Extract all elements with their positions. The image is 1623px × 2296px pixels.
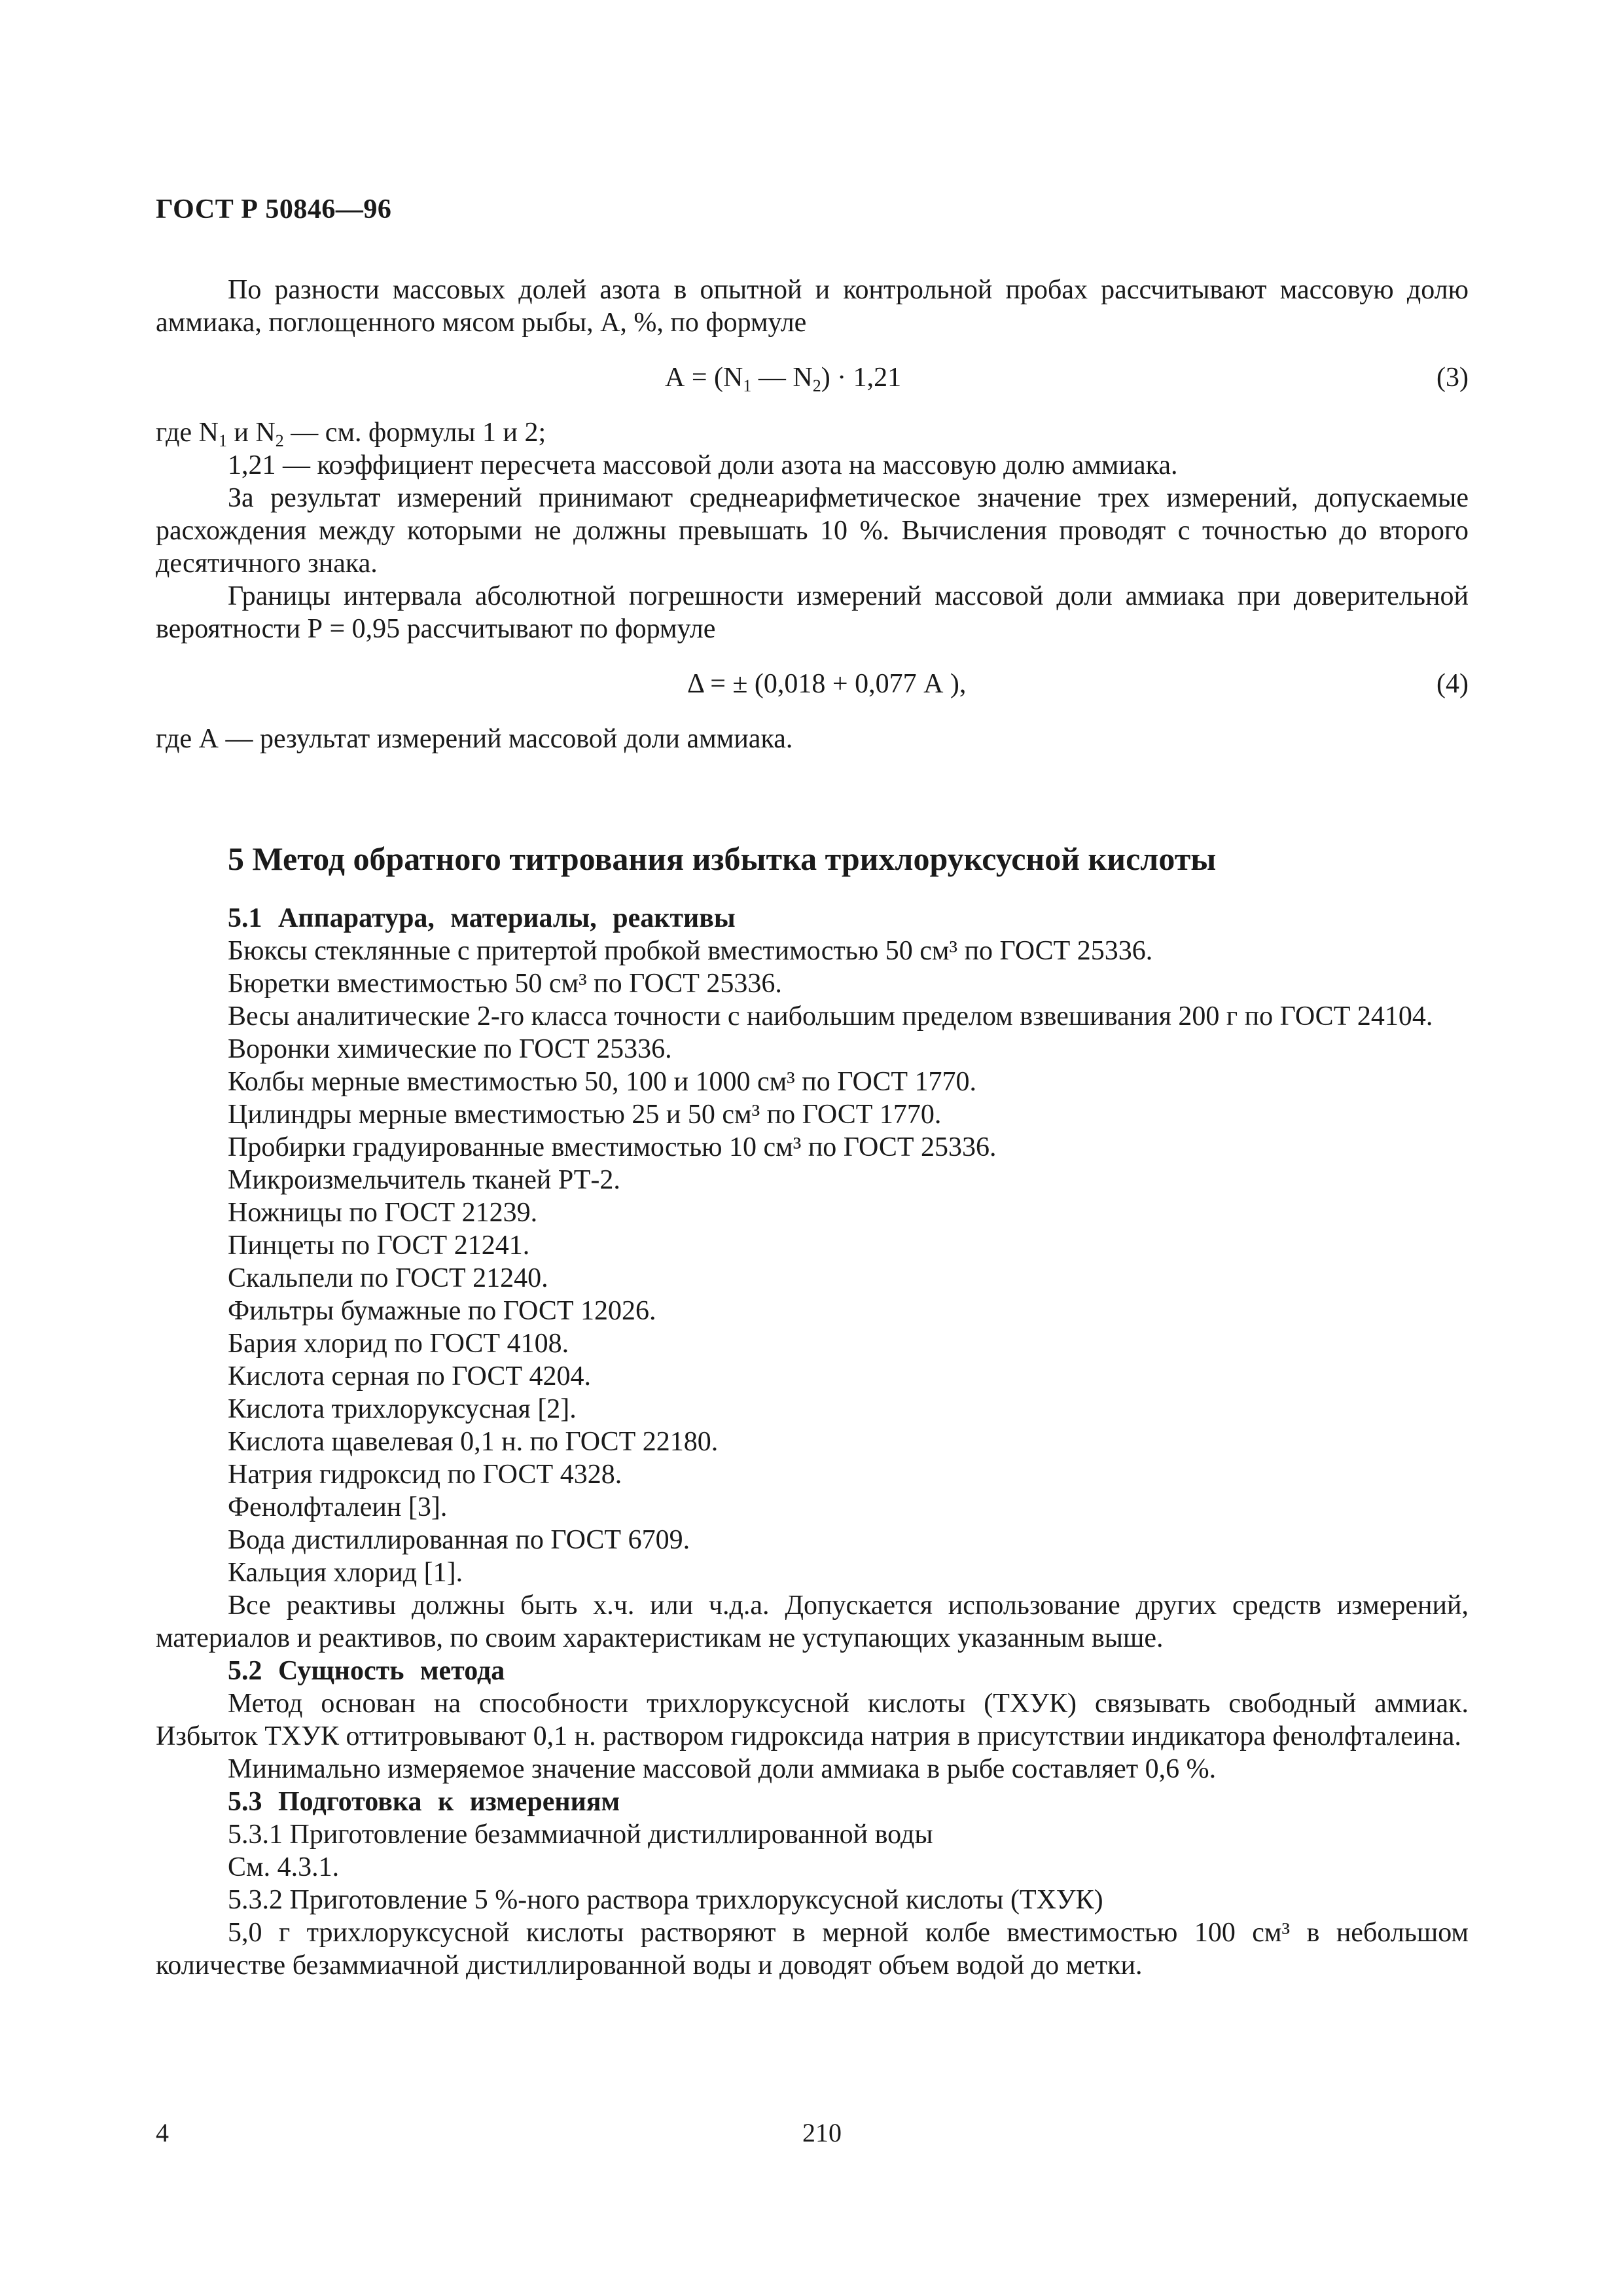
section-5-3-1-title: 5.3.1 Приготовление безаммиачной дистиллированной воды [228, 1820, 933, 1850]
document-header: ГОСТ Р 50846—96 [156, 194, 392, 224]
section-5-3-title: 5.3 Подготовка к измерениям [228, 1787, 620, 1817]
equipment-list-item: Воронки химические по ГОСТ 25336. [228, 1034, 672, 1064]
formula-3 [156, 361, 1469, 394]
section-5-3-2-text: 5,0 г трихлоруксусной кислоты растворяют в мерной колбе вместимостью 100 см³ в небольшом количестве безаммиачной дистиллированной воды и доводят объем водой до метки. [156, 1918, 1469, 1981]
section-5 [156, 839, 1469, 1982]
equipment-list-item: Фильтры бумажные по ГОСТ 12026. [228, 1296, 656, 1326]
section-5-2-paragraph-2: Минимально измеряемое значение массовой доли аммиака в рыбе составляет 0,6 %. [228, 1754, 1217, 1784]
equipment-list-item: Скальпели по ГОСТ 21240. [228, 1263, 548, 1293]
section-5-2-title: 5.2 Сущность метода [228, 1656, 505, 1686]
intro-section [156, 274, 1469, 755]
equipment-list-item: Кислота щавелевая 0,1 н. по ГОСТ 22180. [228, 1427, 719, 1457]
equipment-list-item: Бария хлорид по ГОСТ 4108. [228, 1329, 569, 1359]
section-5-3-1-text: См. 4.3.1. [228, 1852, 340, 1882]
equipment-list-item: Пробирки градуированные вместимостью 10 см³ по ГОСТ 25336. [228, 1132, 997, 1162]
equipment-list-item: Кислота серная по ГОСТ 4204. [228, 1361, 592, 1391]
equipment-list-item: Бюксы стеклянные с притертой пробкой вместимостью 50 см³ по ГОСТ 25336. [228, 936, 1153, 966]
equipment-list-item: Кальция хлорид [1]. [228, 1558, 463, 1588]
formula-4-number: (4) [1436, 669, 1469, 699]
page-number-local: 4 [156, 2118, 169, 2147]
page-number-global: 210 [802, 2118, 842, 2147]
document-page [156, 0, 1469, 2296]
where-clause-1: где $N_1$ и $N_2$ — см. формулы 1 и 2; [156, 418, 546, 450]
where-clause-3: где А — результат измерений массовой доли аммиака. [156, 724, 793, 754]
formula-3-expression: $А = (N_1$ — $N_2) \cdot 1,21$ [665, 363, 902, 395]
equipment-list-item: Колбы мерные вместимостью 50, 100 и 1000 см³ по ГОСТ 1770. [228, 1067, 976, 1097]
equipment-list-item: Весы аналитические 2-го класса точности с наибольшим пределом взвешивания 200 г по ГОСТ 24104. [228, 1001, 1433, 1031]
formula-4-expression: Δ = ± (0,018 + 0,077 А ), [687, 669, 967, 699]
formula-3-number: (3) [1436, 363, 1469, 393]
section-5-3-2-title: 5.3.2 Приготовление 5 %-ного раствора трихлоруксусной кислоты (ТХУК) [228, 1885, 1103, 1915]
formula-4 [156, 668, 1469, 700]
equipment-list-item: Пинцеты по ГОСТ 21241. [228, 1230, 530, 1261]
equipment-list-item: Кислота трихлоруксусная [2]. [228, 1394, 577, 1424]
equipment-list-item: Фенолфталеин [3]. [228, 1492, 448, 1522]
section-5-title: 5 Метод обратного титрования избытка трихлоруксусной кислоты [228, 840, 1217, 877]
equipment-list [156, 935, 1469, 1655]
section-5-2-paragraph-1: Метод основан на способности трихлоруксусной кислоты (ТХУК) связывать свободный аммиак. Избыток ТХУК оттитровывают 0,1 н. раствором гидроксида натрия в присутствии индикатора фенолфталеина. [156, 1689, 1469, 1751]
equipment-list-item: Ножницы по ГОСТ 21239. [228, 1198, 538, 1228]
where-clause-2: 1,21 — коэффициент пересчета массовой доли азота на массовую долю аммиака. [228, 450, 1178, 480]
equipment-list-item: Микроизмельчитель тканей РТ-2. [228, 1165, 620, 1195]
intro-paragraph-2: За результат измерений принимают среднеарифметическое значение трех измерений, допускаемые расхождения между которыми не должны превышать 10 %. Вычисления проводят с точностью до второго десятичного знака. [156, 483, 1469, 579]
equipment-list-item: Бюретки вместимостью 50 см³ по ГОСТ 25336. [228, 969, 782, 999]
section-5-1-title: 5.1 Аппаратура, материалы, реактивы [228, 903, 736, 933]
equipment-list-item: Цилиндры мерные вместимостью 25 и 50 см³ по ГОСТ 1770. [228, 1100, 942, 1130]
intro-paragraph-1: По разности массовых долей азота в опытной и контрольной пробах рассчитывают массовую долю аммиака, поглощенного мясом рыбы, А, %, по формуле [156, 275, 1469, 338]
equipment-list-item: Все реактивы должны быть х.ч. или ч.д.а. Допускается использование других средств измерений, материалов и реактивов, по своим характеристикам не уступающих указанным выше. [156, 1590, 1469, 1653]
intro-paragraph-3: Границы интервала абсолютной погрешности измерений массовой доли аммиака при доверительной вероятности Р = 0,95 рассчитывают по формуле [156, 581, 1469, 644]
equipment-list-item: Натрия гидроксид по ГОСТ 4328. [228, 1460, 622, 1490]
equipment-list-item: Вода дистиллированная по ГОСТ 6709. [228, 1525, 690, 1555]
